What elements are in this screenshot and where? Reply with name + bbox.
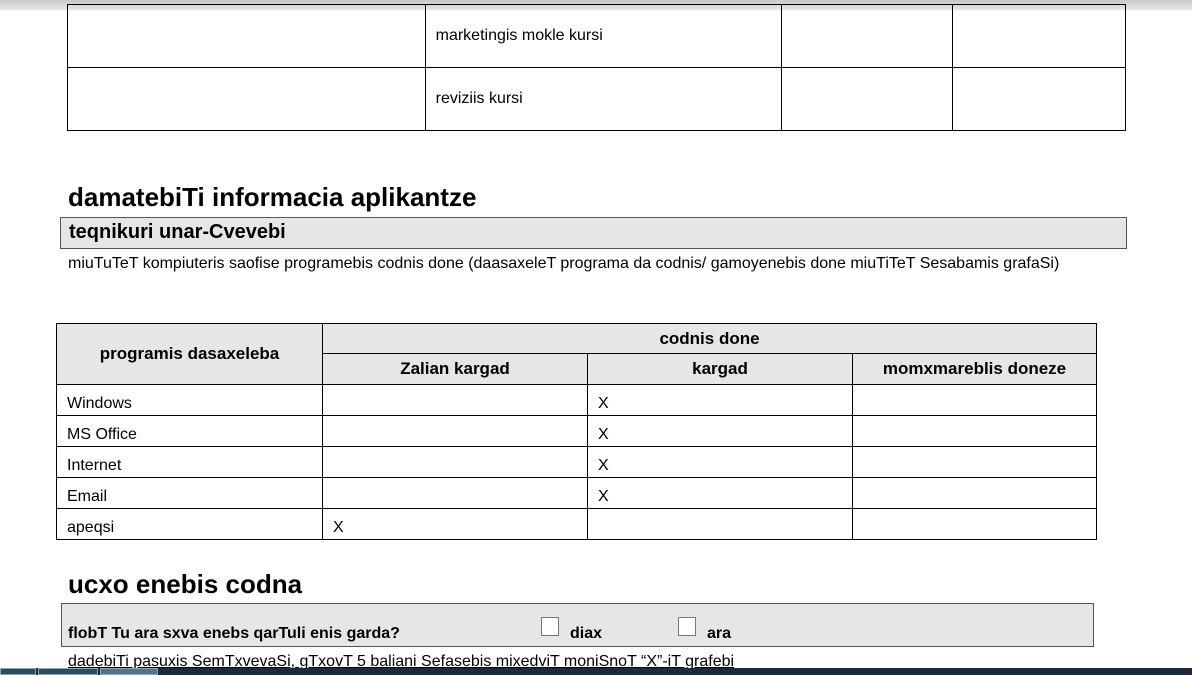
mark-good: X [588,447,853,478]
table-header-row [57,324,1097,354]
table-row [57,478,1097,509]
skill-level-group-header: codnis done [323,324,1097,354]
mark-user [853,509,1097,540]
question-text: flobT Tu ara sxva enebs qarTuli enis garda? [68,625,400,642]
program-column-header: programis dasaxeleba [57,324,323,385]
course-name-cell: marketingis mokle kursi [425,5,782,68]
no-label: ara [707,625,732,642]
table-cell [68,5,426,68]
program-name: apeqsi [57,509,323,540]
level-header-good: kargad [588,354,853,385]
yes-checkbox[interactable] [541,617,559,636]
no-checkbox[interactable] [678,617,696,636]
program-name: MS Office [57,416,323,447]
table-cell [953,68,1126,131]
technical-skills-title: teqnikuri unar-Cvevebi [60,217,1127,249]
mark-user [853,478,1097,509]
table-row [57,509,1097,540]
additional-info-heading: damatebiTi informacia aplikantze [68,182,477,212]
languages-footnote: dadebiTi pasuxis SemTxvevaSi, gTxovT 5 baliani Sefasebis mixedviT moniSnoT “X”-iT grafebi [68,653,735,668]
mark-very-good [323,478,588,509]
technical-skills-instructions: miuTuTeT kompiuteris saofise programebis codnis done (daasaxeleT programa da codnis/ gamoyenebis done miuTiTeT Sesabamis grafaSi) [68,255,1060,272]
mark-good: X [588,416,853,447]
table-row [68,68,1126,131]
program-name: Email [57,478,323,509]
languages-heading: ucxo enebis codna [68,569,303,599]
mark-very-good: X [323,509,588,540]
mark-very-good [323,416,588,447]
mark-user [853,385,1097,416]
mark-good: X [588,478,853,509]
table-cell [782,5,953,68]
mark-user [853,447,1097,478]
taskbar [0,668,1192,675]
program-name: Internet [57,447,323,478]
mark-very-good [323,447,588,478]
program-name: Windows [57,385,323,416]
mark-user [853,416,1097,447]
table-cell [68,68,426,131]
other-languages-question [61,603,1094,647]
table-row [68,5,1126,68]
table-row [57,416,1097,447]
skills-table [56,323,1097,540]
table-cell [953,5,1126,68]
table-cell [782,68,953,131]
table-row [57,447,1097,478]
courses-table [67,4,1126,131]
mark-good [588,509,853,540]
level-header-user: momxmareblis doneze [853,354,1097,385]
taskbar-app-button[interactable] [38,668,98,675]
yes-label: diax [570,625,603,642]
mark-good: X [588,385,853,416]
level-header-very-good: Zalian kargad [323,354,588,385]
mark-very-good [323,385,588,416]
table-row [57,385,1097,416]
taskbar-app-button[interactable] [100,668,158,675]
start-button[interactable] [0,668,36,675]
course-name-cell: reviziis kursi [425,68,782,131]
